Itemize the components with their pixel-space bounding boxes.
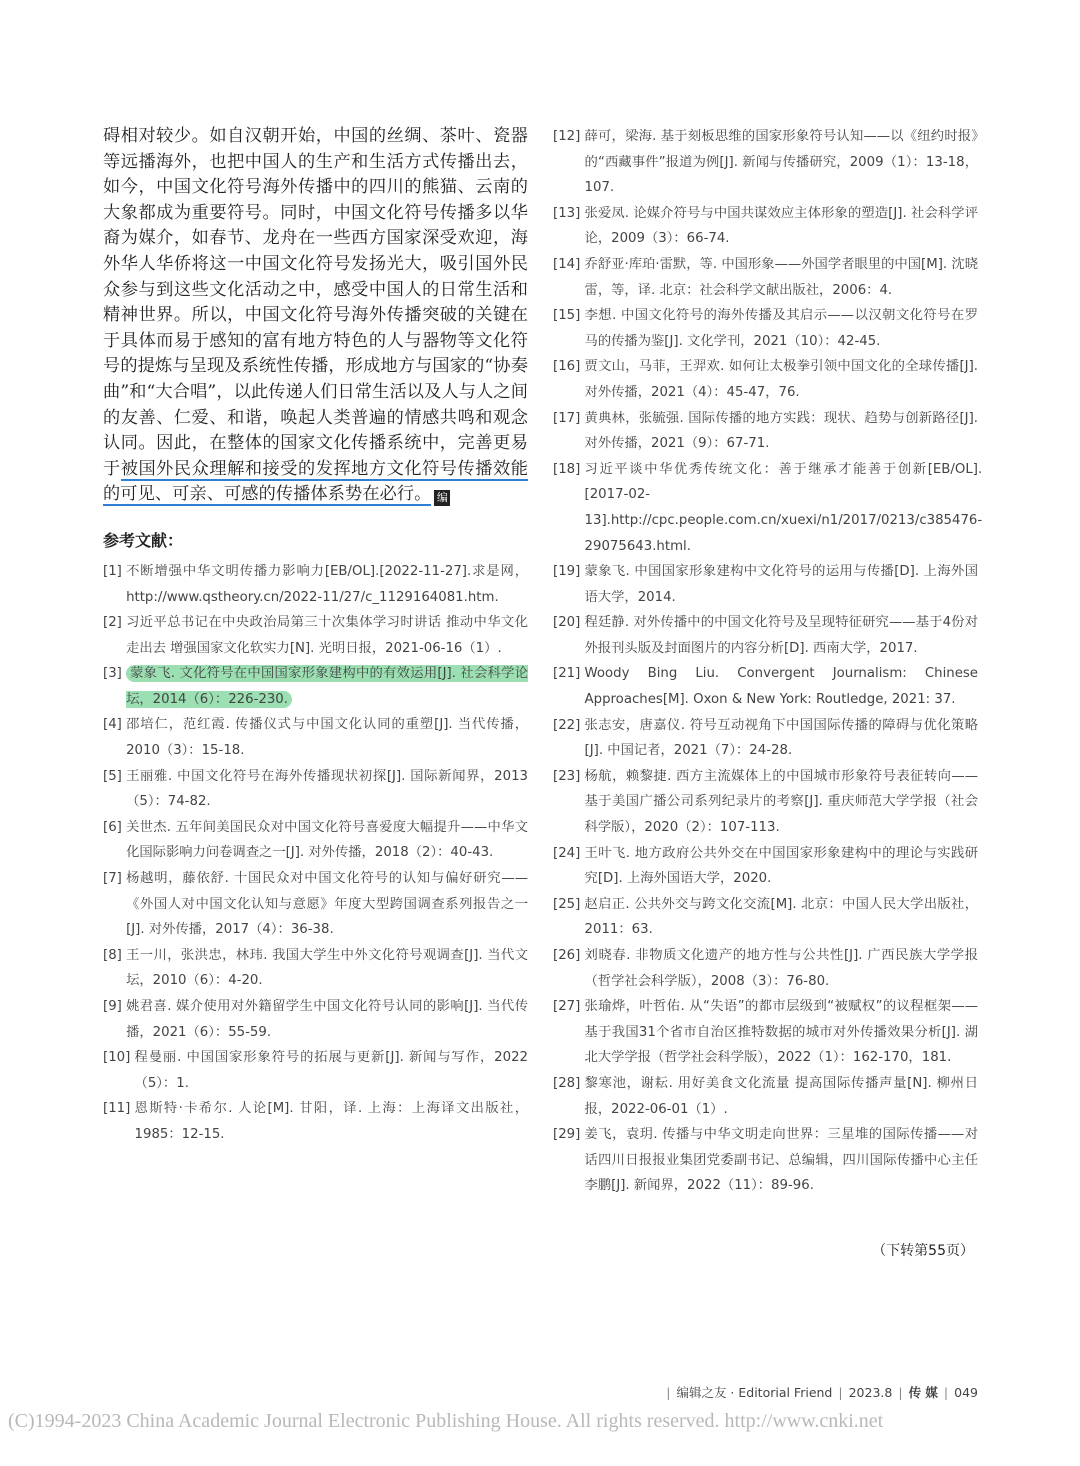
reference-item [103,1096,528,1147]
reference-number: [5] [103,768,127,784]
reference-text-content: 王一川，张洪忠，林玮. 我国大学生中外文化符号观调查[J]. 当代文坛，2010（6）：4-20. [126,947,528,989]
reference-item [553,713,978,764]
reference-number: [14] [553,256,585,272]
reference-item [553,303,978,354]
reference-number: [12] [553,129,585,144]
reference-number: [2] [103,615,127,631]
reference-item [553,764,978,841]
reference-text [135,1096,528,1147]
reference-text-content: 张瑜烨，叶哲佑. 从“失语”的都市层级到“被赋权”的议程框架——基于我国31个省市自治区推特数据的城市对外传播效果分析[J]. 湖北大学学报（哲学社会科学版），2022（1）：162-170，181. [584,999,978,1066]
reference-text-content: 杨越明，藤依舒. 十国民众对中国文化符号的认知与偏好研究——《外国人对中国文化认知与意愿》年度大型跨国调查系列报告之一[J]. 对外传播，2017（4）：36-38. [126,871,528,938]
reference-item [553,201,978,252]
reference-item [103,610,528,661]
body-text-main: 碍相对较少。如自汉朝开始，中国的丝绸、茶叶、瓷器等远播海外，也把中国人的生产和生活方式传播出去，如今，中国文化符号海外传播中的四川的熊猫、云南的大象都成为重要符号。同时，中国文化符号传播多以华裔为媒介，如春节、龙舟在一些西方国家深受欢迎，海外华人华侨将这一中国文化符号发扬光大，吸引国外民众参与到这些文化活动之中，感受中国人的日常生活和精神世界。所以，中国文化符号海外传播突破的关键在于具体而易于感知的富有地方特色的人与器物等文化符号的提炼与呈现及系统性传播，形成地方与国家的“协奏曲”和“大合唱”，以此传递人们日常生活以及人与人之间的友善、仁爱、和谐，唤起人类普遍的情感共鸣和观念认同。因此，在整体的国家文化传播系统中，完善更易于 [103,126,528,479]
reference-text [585,841,978,892]
reference-item [103,943,528,994]
right-column [553,124,983,1199]
reference-text-content: 贾文山，马菲，王羿欢. 如何让太极拳引领中国文化的全球传播[J]. 对外传播，2021（4）：45-47，76. [584,359,978,400]
reference-number: [29] [553,1127,585,1143]
reference-text [585,124,978,201]
reference-text [585,406,978,457]
reference-text [126,815,528,866]
reference-text-content: 刘晓春. 非物质文化遗产的地方性与公共性[J]. 广西民族大学学报（哲学社会科学版），2008（3）：76-80. [584,948,978,989]
reference-text-content: 张志安，唐嘉仪. 符号互动视角下中国国际传播的障碍与优化策略[J]. 中国记者，2021（7）：24-28. [584,717,978,759]
reference-item [553,661,978,712]
page-number: 049 [954,1385,978,1400]
reference-text [585,1122,978,1199]
reference-number: [18] [553,461,585,477]
reference-number: [4] [103,717,127,733]
reference-text [126,559,528,610]
reference-number: [17] [553,410,585,426]
reference-text-content: 邵培仁，范红霞. 传播仪式与中国文化认同的重塑[J]. 当代传播，2010（3）：15-18. [126,717,528,759]
copyright-watermark: (C)1994-2023 China Academic Journal Electronic Publishing House. All rights reserved. http://www.cnki.net [8,1410,884,1432]
reference-text-content: 赵启正. 公共外交与跨文化交流[M]. 北京：中国人民大学出版社，2011：63. [584,896,978,938]
end-mark-icon: 编 [434,490,450,506]
reference-text-content: 姜飞，袁玥. 传播与中华文明走向世界：三星堆的国际传播——对话四川日报报业集团党委副书记、总编辑，四川国际传播中心主任李鹏[J]. 新闻界，2022（11）：89-96. [584,1127,978,1194]
reference-item [553,406,978,457]
reference-text [585,892,978,943]
reference-text-content: 蒙象飞. 中国国家形象建构中文化符号的运用与传播[D]. 上海外国语大学，2014. [584,564,978,605]
reference-text-content: 乔舒亚·库珀·雷默，等. 中国形象——外国学者眼里的中国[M]. 沈晓雷，等，译. 北京：社会科学文献出版社，2006：4. [584,256,978,298]
reference-number: [20] [553,615,585,631]
reference-text-content: 程廷静. 对外传播中的中国文化符号及呈现特征研究——基于4份对外报刊头版及封面图片的内容分析[D]. 西南大学，2017. [584,615,978,656]
reference-text [126,994,528,1045]
reference-item [103,994,528,1045]
reference-item [553,610,978,661]
references-list-right [553,124,983,1199]
reference-text-content: 李想. 中国文化符号的海外传播及其启示——以汉朝文化符号在罗马的传播为鉴[J]. 文化学刊，2021（10）：42-45. [584,308,978,349]
reference-text [126,610,528,661]
reference-text [126,661,528,712]
left-column [103,124,528,1148]
reference-item [103,764,528,815]
reference-text-content: 恩斯特·卡希尔. 人论[M]. 甘阳，译. 上海：上海译文出版社，1985：12-15. [134,1101,528,1142]
reference-number: [3] [103,666,127,682]
reference-number: [8] [103,947,127,963]
reference-text-content: 王叶飞. 地方政府公共外交在中国国家形象建构中的理论与实践研究[D]. 上海外国语大学，2020. [584,845,978,887]
reference-text-content: 习近平总书记在中央政治局第三十次集体学习时讲话 推动中华文化走出去 增强国家文化软实力[N]. 光明日报，2021-06-16（1）. [126,615,528,656]
reference-number: [13] [553,205,585,221]
reference-item [553,841,978,892]
reference-number: [15] [553,308,585,324]
reference-item [103,866,528,943]
reference-number: [10] [103,1050,135,1066]
reference-text [585,303,978,354]
reference-text-content: 黎寒池，谢耘. 用好美食文化流量 提高国际传播声量[N]. 柳州日报，2022-06-01（1）. [584,1075,978,1117]
reference-text [585,943,978,994]
reference-text [585,559,978,610]
reference-number: [28] [553,1075,585,1091]
footer-issue: 2023.8 [848,1385,893,1400]
reference-item [553,457,983,559]
reference-item [103,661,528,712]
reference-item [553,892,978,943]
reference-text [585,661,978,712]
reference-text [135,1045,528,1096]
reference-text-content: 习近平谈中华优秀传统文化：善于继承才能善于创新[EB/OL].[2017-02-13].http://cpc.people.com.cn/xuexi/n1/2017/0213/c385476-29075643.html. [584,461,983,554]
reference-item [553,124,978,201]
reference-text [585,764,978,841]
reference-text-content: 薛可，梁海. 基于刻板思维的国家形象符号认知——以《纽约时报》的“西藏事件”报道为例[J]. 新闻与传播研究，2009（1）：13-18，107. [584,129,978,196]
reference-text [585,252,978,303]
footer-journal: 编辑之友 · Editorial Friend [676,1385,833,1400]
page-footer: | 编辑之友 · Editorial Friend | 2023.8 | 传 媒 | 049 [666,1385,978,1400]
reference-item [553,943,978,994]
reference-number: [6] [103,819,127,835]
reference-item [553,994,978,1071]
reference-item [553,1071,978,1122]
reference-number: [7] [103,871,127,887]
reference-number: [19] [553,564,585,580]
reference-text [585,610,978,661]
references-list-left [103,559,528,1148]
reference-text-content: 张爱凤. 论媒介符号与中国共谋效应主体形象的塑造[J]. 社会科学评论，2009（3）：66-74. [584,205,978,247]
reference-text-content: 程曼丽. 中国国家形象符号的拓展与更新[J]. 新闻与写作，2022（5）：1. [134,1050,528,1091]
reference-text [585,201,978,252]
reference-text [585,1071,978,1122]
reference-text-content: 不断增强中华文明传播力影响力[EB/OL].[2022-11-27].求是网，http://www.qstheory.cn/2022-11/27/c_1129164081.htm. [126,563,528,605]
footer-section: 传 媒 [908,1385,938,1400]
reference-number: [1] [103,563,127,579]
reference-number: [9] [103,999,127,1014]
reference-text [585,713,978,764]
reference-number: [26] [553,948,585,963]
reference-number: [23] [553,768,585,784]
reference-text [126,866,528,943]
reference-text [585,354,978,405]
continuation-note: （下转第55页） [872,1243,974,1259]
reference-item [553,1122,978,1199]
body-paragraph [103,124,528,508]
reference-item [553,559,978,610]
reference-text-content: 王丽雅. 中国文化符号在海外传播现状初探[J]. 国际新闻界，2013（5）：74-82. [126,768,528,810]
reference-text [585,457,983,559]
reference-item [103,712,528,763]
reference-text-content: 姚君喜. 媒介使用对外籍留学生中国文化符号认同的影响[J]. 当代传播，2021（6）：55-59. [126,999,528,1040]
reference-item [103,1045,528,1096]
reference-number: [24] [553,845,585,861]
reference-number: [11] [103,1101,135,1117]
reference-number: [21] [553,666,585,682]
reference-item [103,559,528,610]
reference-text [585,994,978,1071]
reference-number: [27] [553,999,585,1015]
reference-text-content: 关世杰. 五年间美国民众对中国文化符号喜爱度大幅提升——中华文化国际影响力问卷调查之一[J]. 对外传播，2018（2）：40-43. [126,819,528,861]
reference-item [553,252,978,303]
reference-text-content: 蒙象飞. 文化符号在中国国家形象建构中的有效运用[J]. 社会科学论坛，2014（6）：226-230. [126,666,528,707]
reference-number: [25] [553,896,585,912]
reference-text [126,712,528,763]
reference-number: [16] [553,359,585,375]
references-title: 参考文献： [103,530,184,550]
reference-text-content: 黄典林，张毓强. 国际传播的地方实践：现状、趋势与创新路径[J]. 对外传播，2021（9）：67-71. [584,410,978,452]
reference-text [126,764,528,815]
reference-text [126,943,528,994]
reference-number: [22] [553,717,585,733]
reference-text-content: Woody Bing Liu. Convergent Journalism: Chinese Approaches[M]. Oxon & New York: Routledge, 2021: 37. [584,666,978,708]
body-text-underlined: 被国外民众理解和接受的发挥地方文化符号传播效能的可见、可亲、可感的传播体系势在必行。 [103,458,528,505]
reference-item [103,815,528,866]
reference-text-content: 杨航，赖黎捷. 西方主流媒体上的中国城市形象符号表征转向——基于美国广播公司系列纪录片的考察[J]. 重庆师范大学学报（社会科学版），2020（2）：107-113. [584,768,978,836]
reference-item [553,354,978,405]
